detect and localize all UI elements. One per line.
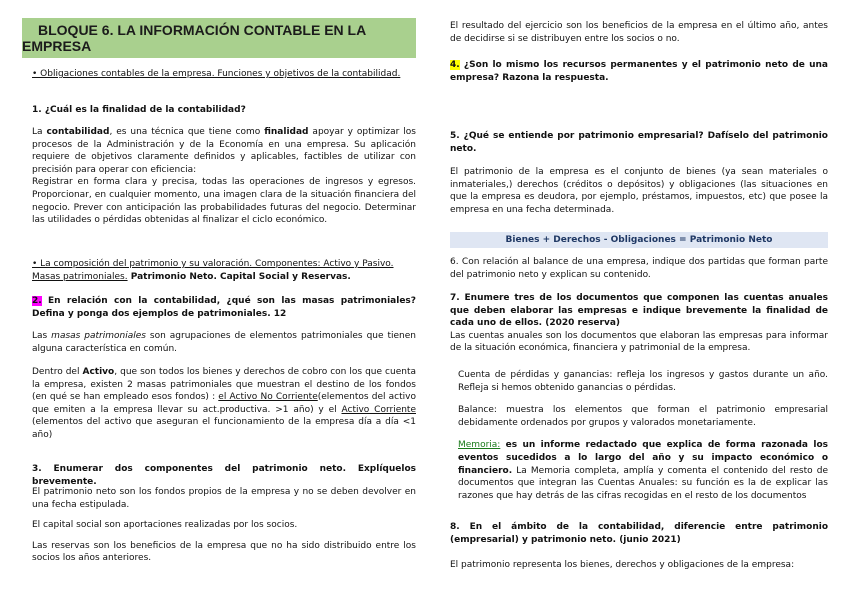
answer-2: Las masas patrimoniales son agrupaciones de elementos patrimoniales que tienen alguna característica en común. (32, 331, 416, 354)
question-6: 6. Con relación al balance de una empresa, indique dos partidas que forman parte del patrimonio neto y explican su contenido. (450, 257, 828, 280)
bullet-composicion: • La composición del patrimonio y su valoración. Componentes: Activo y Pasivo. Masas patrimoniales. Patrimonio Neto. Capital Social y Reservas. (32, 259, 394, 282)
answer-2-activo: Dentro del Activo, que son todos los bienes y derechos de cobro con los que cuenta la empresa, existen 2 masas patrimoniales que muestran el destino de los fondos (en qué se han empleado esos fondos) : el Activo No Corriente(elementos del activo que emiten a la empresa llevar su act.productiva. >1 año) y el Activo Corriente (elementos del activo que aseguran el funcionamiento de la empresa día a día <1 año) (32, 367, 416, 440)
page-title: BLOQUE 6. LA INFORMACIÓN CONTABLE EN LA EMPRESA (22, 22, 366, 54)
title-banner (22, 18, 416, 58)
answer-8: El patrimonio representa los bienes, derechos y obligaciones de la empresa: (450, 560, 795, 570)
question-2: 2. En relación con la contabilidad, ¿qué son las masas patrimoniales? Defina y ponga dos ejemplos de patrimoniales. 12 (32, 296, 416, 319)
answer-7-list: Cuenta de pérdidas y ganancias: refleja los ingresos y gastos durante un año. Refleja si hemos obtenido ganancias o pérdidas. Balance: muestra los elementos que forman el patrimonio empresarial debidamente ordenados por grupos y valorados monetariamente. Memoria: es un informe redactado que explica de forma razonada los eventos sucedidos a lo largo del año y su impacto económico o financiero. La Memoria completa, amplía y comenta el contenido del resto de documentos que integran las Cuentas Anuales: su función es la de explicar las razones que hay detrás de las cifras recogidas en el resto de los documentos (458, 370, 828, 501)
question-5: 5. ¿Qué se entiende por patrimonio empresarial? Dafíselo del patrimonio neto. (450, 131, 828, 154)
question-4: 4. ¿Son lo mismo los recursos permanentes y el patrimonio neto de una empresa? Razona la respuesta. (450, 60, 828, 83)
bullet-obligaciones: • Obligaciones contables de la empresa. Funciones y objetivos de la contabilidad. (32, 69, 401, 79)
answer-3: El patrimonio neto son los fondos propios de la empresa y no se deben devolver en una fecha estipulada. El capital social son aportaciones realizadas por los socios. Las reservas son los beneficios de la empresa que no ha sido distribuido entre los socios los años anteriores. (32, 487, 416, 564)
answer-1: La contabilidad, es una técnica que tiene como finalidad apoyar y optimizar los procesos de la Administración y de la Economía en una empresa. Su aplicación requiere de objetivos claramente definidos y aplicables, factibles de utilizar con precisión para operar con eficiencia: Registrar en forma clara y precisa, todas las operaciones de ingresos y egresos. Proporcionar, en cualquier momento, una imagen clara de la situación financiera del negocio. Prever con anticipación las probabilidades futuras del negocio. Determinar las utilidades o pérdidas obtenidas al finalizar el ciclo económico. (32, 127, 416, 226)
question-7: 7. Enumere tres de los documentos que componen las cuentas anuales que deben elaborar las empresas e indique brevemente la finalidad de cada uno de ellos. (2020 reserva) Las cuentas anuales son los documentos que elaboran las empresas para informar de la situación económica, financiera y patrimonial de la empresa. (450, 293, 828, 354)
answer-5: El patrimonio de la empresa es el conjunto de bienes (ya sean materiales o inmateriales,) derechos (créditos o depósitos) y obligaciones (las situaciones en que la empresa es deudora, por ejemplo, préstamos, impuestos, etc) que posee la empresa en una fecha determinada. (450, 167, 828, 215)
patrimonio-formula: Bienes + Derechos - Obligaciones = Patrimonio Neto (450, 232, 828, 248)
answer-resultado: El resultado del ejercicio son los beneficios de la empresa en el último año, antes de decidirse si se distribuyen entre los socios o no. (450, 21, 828, 44)
question-1: 1. ¿Cuál es la finalidad de la contabilidad? (32, 105, 246, 115)
question-3: 3. Enumerar dos componentes del patrimonio neto. Explíquelos brevemente. (32, 464, 416, 487)
question-8: 8. En el ámbito de la contabilidad, diferencie entre patrimonio (empresarial) y patrimonio neto. (junio 2021) (450, 522, 828, 545)
